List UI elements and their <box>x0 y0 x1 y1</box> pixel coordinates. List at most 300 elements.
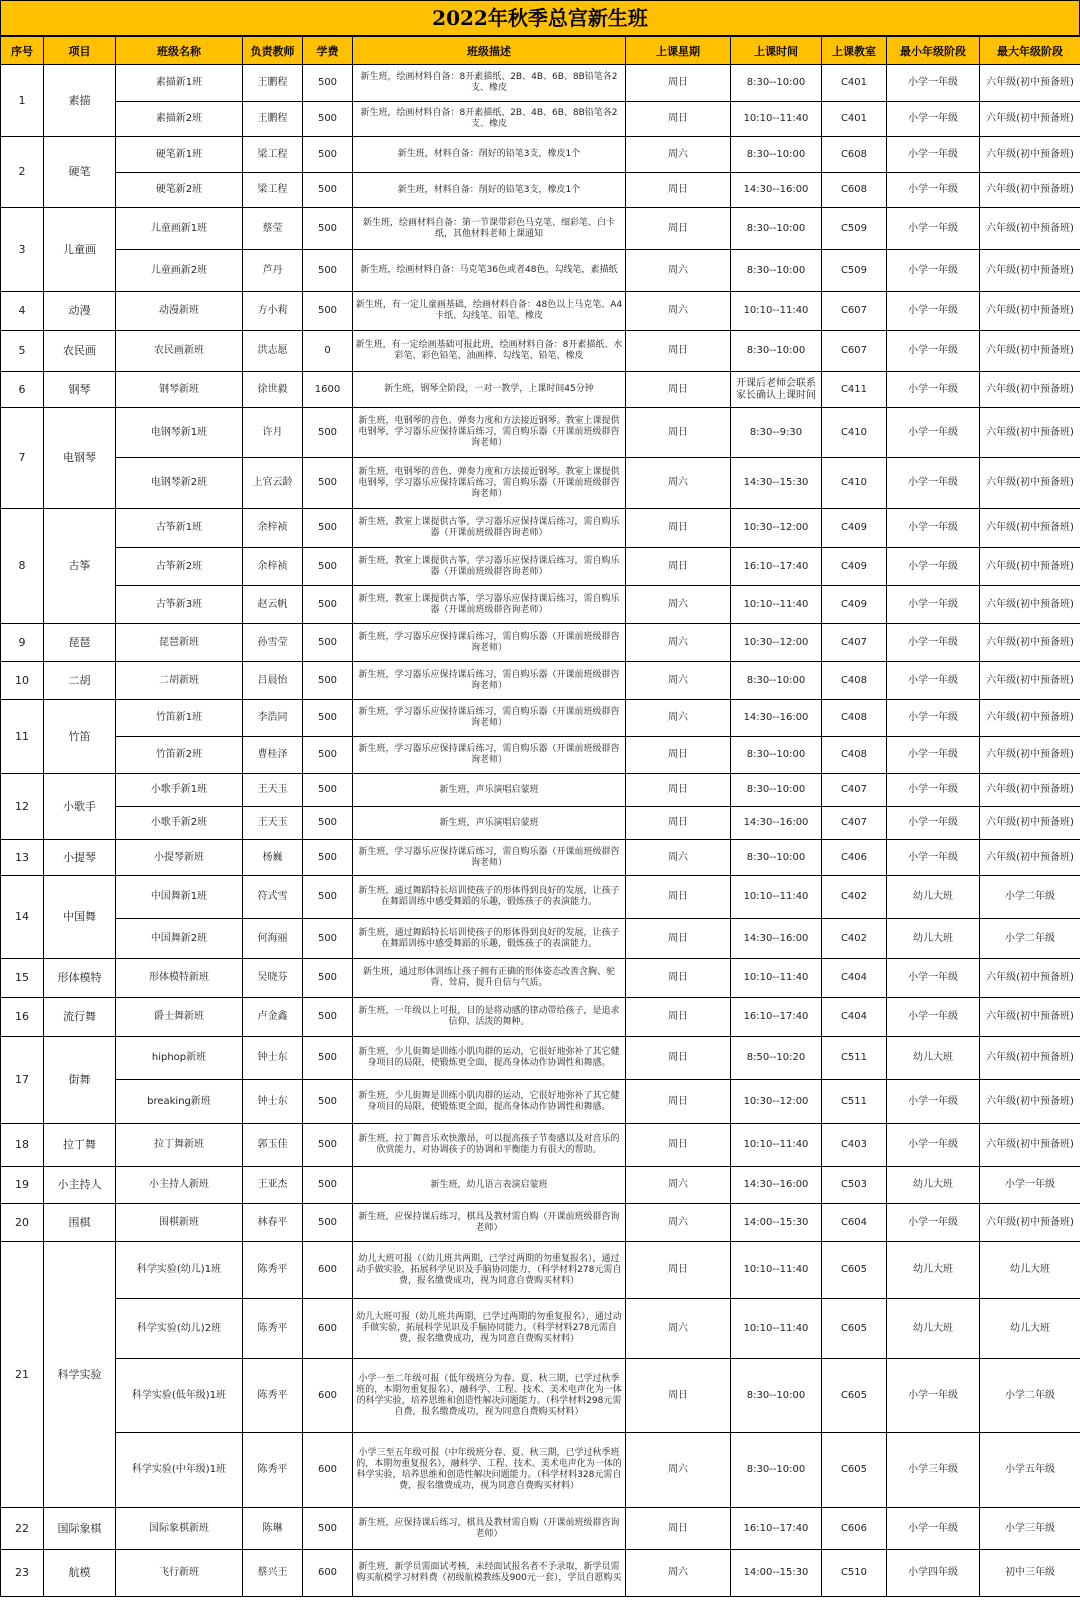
project-cell[interactable]: 小歌手 <box>44 774 116 840</box>
room-cell[interactable]: C402 <box>822 919 887 959</box>
class-name-cell[interactable]: 硬笔新2班 <box>116 173 243 208</box>
row-number-cell[interactable]: 22 <box>1 1508 44 1550</box>
time-cell[interactable]: 10:10--11:40 <box>731 1299 822 1359</box>
room-cell[interactable]: C608 <box>822 173 887 208</box>
max-grade-cell[interactable]: 六年级(初中预备班) <box>980 509 1080 548</box>
project-cell[interactable]: 流行舞 <box>44 998 116 1037</box>
max-grade-cell[interactable]: 幼儿大班 <box>980 1242 1080 1299</box>
col-header-no[interactable]: 序号 <box>1 37 44 65</box>
class-name-cell[interactable]: 电钢琴新1班 <box>116 408 243 458</box>
min-grade-cell[interactable]: 小学一年级 <box>887 1359 980 1433</box>
time-cell[interactable]: 14:00--15:30 <box>731 1550 822 1597</box>
teacher-cell[interactable]: 王鹏程 <box>243 65 303 102</box>
max-grade-cell[interactable]: 六年级(初中预备班) <box>980 548 1080 586</box>
teacher-cell[interactable]: 郭玉佳 <box>243 1124 303 1167</box>
teacher-cell[interactable]: 洪志愿 <box>243 331 303 372</box>
max-grade-cell[interactable]: 六年级(初中预备班) <box>980 137 1080 173</box>
teacher-cell[interactable]: 王亚杰 <box>243 1167 303 1204</box>
min-grade-cell[interactable]: 小学一年级 <box>887 65 980 102</box>
fee-cell[interactable]: 500 <box>303 1508 353 1550</box>
teacher-cell[interactable]: 孙雪莹 <box>243 624 303 662</box>
time-cell[interactable]: 8:30--10:00 <box>731 331 822 372</box>
row-number-cell[interactable]: 17 <box>1 1037 44 1124</box>
teacher-cell[interactable]: 蔡兴王 <box>243 1550 303 1597</box>
room-cell[interactable]: C409 <box>822 586 887 624</box>
class-name-cell[interactable]: 竹笛新1班 <box>116 700 243 737</box>
description-cell[interactable]: 新生班，学习器乐应保持课后练习，需自购乐器（开课前班级群咨询老师） <box>353 624 626 662</box>
fee-cell[interactable]: 500 <box>303 548 353 586</box>
teacher-cell[interactable]: 钟士东 <box>243 1080 303 1124</box>
weekday-cell[interactable]: 周日 <box>626 65 731 102</box>
row-number-cell[interactable]: 4 <box>1 292 44 331</box>
class-name-cell[interactable]: breaking新班 <box>116 1080 243 1124</box>
weekday-cell[interactable]: 周日 <box>626 1080 731 1124</box>
min-grade-cell[interactable]: 小学一年级 <box>887 548 980 586</box>
max-grade-cell[interactable]: 小学三年级 <box>980 1508 1080 1550</box>
class-name-cell[interactable]: 儿童画新1班 <box>116 208 243 250</box>
fee-cell[interactable]: 600 <box>303 1433 353 1508</box>
class-name-cell[interactable]: 小歌手新1班 <box>116 774 243 807</box>
project-cell[interactable]: 中国舞 <box>44 876 116 959</box>
room-cell[interactable]: C605 <box>822 1299 887 1359</box>
class-name-cell[interactable]: 古筝新3班 <box>116 586 243 624</box>
min-grade-cell[interactable]: 小学一年级 <box>887 102 980 137</box>
teacher-cell[interactable]: 陈秀平 <box>243 1433 303 1508</box>
fee-cell[interactable]: 500 <box>303 840 353 876</box>
weekday-cell[interactable]: 周六 <box>626 586 731 624</box>
description-cell[interactable]: 新生班，材料自备：削好的铅笔3支，橡皮1个 <box>353 137 626 173</box>
fee-cell[interactable]: 600 <box>303 1299 353 1359</box>
weekday-cell[interactable]: 周日 <box>626 372 731 408</box>
class-name-cell[interactable]: 二胡新班 <box>116 662 243 700</box>
class-name-cell[interactable]: 拉丁舞新班 <box>116 1124 243 1167</box>
fee-cell[interactable]: 500 <box>303 250 353 292</box>
description-cell[interactable]: 新生班，拉丁舞音乐欢快激昂，可以提高孩子节奏感以及对音乐的欣赏能力，对协调孩子的协调和平衡能力有很大的帮助。 <box>353 1124 626 1167</box>
min-grade-cell[interactable]: 幼儿大班 <box>887 1299 980 1359</box>
row-number-cell[interactable]: 5 <box>1 331 44 372</box>
class-name-cell[interactable]: 琵琶新班 <box>116 624 243 662</box>
max-grade-cell[interactable]: 六年级(初中预备班) <box>980 408 1080 458</box>
description-cell[interactable]: 新生班，有一定绘画基础可报此班，绘画材料自备：8开素描纸、水彩笔、彩色铅笔、油画棒、勾线笔、铅笔、橡皮 <box>353 331 626 372</box>
description-cell[interactable]: 新生班，钢琴全阶段，一对一教学，上课时间45分钟 <box>353 372 626 408</box>
project-cell[interactable]: 动漫 <box>44 292 116 331</box>
min-grade-cell[interactable]: 幼儿大班 <box>887 1167 980 1204</box>
row-number-cell[interactable]: 14 <box>1 876 44 959</box>
min-grade-cell[interactable]: 小学一年级 <box>887 137 980 173</box>
time-cell[interactable]: 8:30--10:00 <box>731 208 822 250</box>
col-header-description[interactable]: 班级描述 <box>353 37 626 65</box>
description-cell[interactable]: 新生班，电钢琴的音色、弹奏力度和方法接近钢琴。教室上课提供电钢琴，学习器乐应保持课后练习，需自购乐器（开课前班级群咨询老师） <box>353 408 626 458</box>
weekday-cell[interactable]: 周六 <box>626 662 731 700</box>
fee-cell[interactable]: 500 <box>303 1167 353 1204</box>
time-cell[interactable]: 14:30--15:30 <box>731 458 822 509</box>
fee-cell[interactable]: 500 <box>303 586 353 624</box>
weekday-cell[interactable]: 周日 <box>626 737 731 774</box>
class-name-cell[interactable]: 科学实验(中年级)1班 <box>116 1433 243 1508</box>
fee-cell[interactable]: 600 <box>303 1550 353 1597</box>
max-grade-cell[interactable]: 小学二年级 <box>980 919 1080 959</box>
row-number-cell[interactable]: 10 <box>1 662 44 700</box>
row-number-cell[interactable]: 7 <box>1 408 44 509</box>
min-grade-cell[interactable]: 小学一年级 <box>887 173 980 208</box>
min-grade-cell[interactable]: 小学一年级 <box>887 1080 980 1124</box>
weekday-cell[interactable]: 周日 <box>626 1508 731 1550</box>
fee-cell[interactable]: 500 <box>303 173 353 208</box>
weekday-cell[interactable]: 周六 <box>626 250 731 292</box>
fee-cell[interactable]: 500 <box>303 624 353 662</box>
min-grade-cell[interactable]: 小学一年级 <box>887 662 980 700</box>
min-grade-cell[interactable]: 小学一年级 <box>887 1508 980 1550</box>
fee-cell[interactable]: 500 <box>303 208 353 250</box>
min-grade-cell[interactable]: 小学一年级 <box>887 774 980 807</box>
max-grade-cell[interactable]: 六年级(初中预备班) <box>980 737 1080 774</box>
teacher-cell[interactable]: 王鹏程 <box>243 102 303 137</box>
time-cell[interactable]: 10:10--11:40 <box>731 959 822 998</box>
teacher-cell[interactable]: 王天玉 <box>243 774 303 807</box>
fee-cell[interactable]: 500 <box>303 919 353 959</box>
max-grade-cell[interactable]: 六年级(初中预备班) <box>980 774 1080 807</box>
room-cell[interactable]: C408 <box>822 662 887 700</box>
teacher-cell[interactable]: 王天玉 <box>243 807 303 840</box>
time-cell[interactable]: 10:10--11:40 <box>731 102 822 137</box>
teacher-cell[interactable]: 徐世毅 <box>243 372 303 408</box>
fee-cell[interactable]: 500 <box>303 65 353 102</box>
weekday-cell[interactable]: 周日 <box>626 959 731 998</box>
row-number-cell[interactable]: 15 <box>1 959 44 998</box>
min-grade-cell[interactable]: 小学一年级 <box>887 700 980 737</box>
fee-cell[interactable]: 500 <box>303 1124 353 1167</box>
max-grade-cell[interactable]: 六年级(初中预备班) <box>980 292 1080 331</box>
max-grade-cell[interactable]: 六年级(初中预备班) <box>980 586 1080 624</box>
fee-cell[interactable]: 600 <box>303 1242 353 1299</box>
room-cell[interactable]: C411 <box>822 372 887 408</box>
description-cell[interactable]: 新生班，学习器乐应保持课后练习，需自购乐器（开课前班级群咨询老师） <box>353 840 626 876</box>
class-name-cell[interactable]: 素描新1班 <box>116 65 243 102</box>
row-number-cell[interactable]: 6 <box>1 372 44 408</box>
class-name-cell[interactable]: 电钢琴新2班 <box>116 458 243 509</box>
time-cell[interactable]: 8:30--9:30 <box>731 408 822 458</box>
class-name-cell[interactable]: hiphop新班 <box>116 1037 243 1080</box>
project-cell[interactable]: 国际象棋 <box>44 1508 116 1550</box>
weekday-cell[interactable]: 周六 <box>626 1433 731 1508</box>
max-grade-cell[interactable]: 六年级(初中预备班) <box>980 959 1080 998</box>
description-cell[interactable]: 新生班，声乐演唱启蒙班 <box>353 774 626 807</box>
class-name-cell[interactable]: 古筝新1班 <box>116 509 243 548</box>
fee-cell[interactable]: 500 <box>303 509 353 548</box>
teacher-cell[interactable]: 赵云帆 <box>243 586 303 624</box>
description-cell[interactable]: 新生班，电钢琴的音色、弹奏力度和方法接近钢琴。教室上课提供电钢琴，学习器乐应保持课后练习，需自购乐器（开课前班级群咨询老师） <box>353 458 626 509</box>
time-cell[interactable]: 14:30--16:00 <box>731 173 822 208</box>
max-grade-cell[interactable]: 小学五年级 <box>980 1433 1080 1508</box>
min-grade-cell[interactable]: 小学一年级 <box>887 372 980 408</box>
max-grade-cell[interactable]: 小学二年级 <box>980 1359 1080 1433</box>
class-name-cell[interactable]: 硬笔新1班 <box>116 137 243 173</box>
room-cell[interactable]: C607 <box>822 331 887 372</box>
room-cell[interactable]: C409 <box>822 548 887 586</box>
class-name-cell[interactable]: 爵士舞新班 <box>116 998 243 1037</box>
project-cell[interactable]: 围棋 <box>44 1204 116 1242</box>
teacher-cell[interactable]: 李浩同 <box>243 700 303 737</box>
teacher-cell[interactable]: 芦丹 <box>243 250 303 292</box>
class-name-cell[interactable]: 小提琴新班 <box>116 840 243 876</box>
class-name-cell[interactable]: 科学实验(幼儿)2班 <box>116 1299 243 1359</box>
description-cell[interactable]: 新生班，一年级以上可报，目的是将动感的律动带给孩子，是追求信仰、活泼的舞种。 <box>353 998 626 1037</box>
description-cell[interactable]: 幼儿大班可报（（幼儿班共两期，已学过两期的勿重复报名），通过动手做实验，拓展科学见识及手脑协同能力，（科学材料278元需自费，报名缴费成功，视为同意自费购买材料） <box>353 1242 626 1299</box>
project-cell[interactable]: 电钢琴 <box>44 408 116 509</box>
weekday-cell[interactable]: 周日 <box>626 509 731 548</box>
description-cell[interactable]: 新生班，有一定儿童画基础，绘画材料自备：48色以上马克笔、A4卡纸、勾线笔、铅笔、橡皮 <box>353 292 626 331</box>
max-grade-cell[interactable]: 六年级(初中预备班) <box>980 662 1080 700</box>
description-cell[interactable]: 新生班，教室上课提供古筝，学习器乐应保持课后练习，需自购乐器（开课前班级群咨询老师） <box>353 509 626 548</box>
weekday-cell[interactable]: 周日 <box>626 1124 731 1167</box>
description-cell[interactable]: 新生班，声乐演唱启蒙班 <box>353 807 626 840</box>
project-cell[interactable]: 二胡 <box>44 662 116 700</box>
row-number-cell[interactable]: 18 <box>1 1124 44 1167</box>
max-grade-cell[interactable]: 六年级(初中预备班) <box>980 458 1080 509</box>
project-cell[interactable]: 小提琴 <box>44 840 116 876</box>
weekday-cell[interactable]: 周日 <box>626 208 731 250</box>
fee-cell[interactable]: 500 <box>303 662 353 700</box>
description-cell[interactable]: 新生班，学习器乐应保持课后练习，需自购乐器（开课前班级群咨询老师） <box>353 737 626 774</box>
min-grade-cell[interactable]: 小学一年级 <box>887 208 980 250</box>
col-header-room[interactable]: 上课教室 <box>822 37 887 65</box>
time-cell[interactable]: 10:30--12:00 <box>731 509 822 548</box>
time-cell[interactable]: 10:10--11:40 <box>731 1124 822 1167</box>
room-cell[interactable]: C511 <box>822 1037 887 1080</box>
time-cell[interactable]: 10:10--11:40 <box>731 876 822 919</box>
project-cell[interactable]: 街舞 <box>44 1037 116 1124</box>
fee-cell[interactable]: 500 <box>303 408 353 458</box>
min-grade-cell[interactable]: 小学一年级 <box>887 998 980 1037</box>
teacher-cell[interactable]: 曹桂泽 <box>243 737 303 774</box>
weekday-cell[interactable]: 周日 <box>626 876 731 919</box>
description-cell[interactable]: 新生班，应保持课后练习，棋具及教材需自购（开课前班级群咨询老师） <box>353 1508 626 1550</box>
fee-cell[interactable]: 500 <box>303 959 353 998</box>
min-grade-cell[interactable]: 小学一年级 <box>887 458 980 509</box>
teacher-cell[interactable]: 上官云龄 <box>243 458 303 509</box>
max-grade-cell[interactable]: 六年级(初中预备班) <box>980 1204 1080 1242</box>
teacher-cell[interactable]: 方小莉 <box>243 292 303 331</box>
time-cell[interactable]: 10:10--11:40 <box>731 1242 822 1299</box>
teacher-cell[interactable]: 余梓祯 <box>243 548 303 586</box>
class-name-cell[interactable]: 古筝新2班 <box>116 548 243 586</box>
row-number-cell[interactable]: 8 <box>1 509 44 624</box>
col-header-min-grade[interactable]: 最小年级阶段 <box>887 37 980 65</box>
time-cell[interactable]: 14:00--15:30 <box>731 1204 822 1242</box>
time-cell[interactable]: 14:30--16:00 <box>731 1167 822 1204</box>
weekday-cell[interactable]: 周日 <box>626 408 731 458</box>
min-grade-cell[interactable]: 小学一年级 <box>887 1204 980 1242</box>
time-cell[interactable]: 16:10--17:40 <box>731 1508 822 1550</box>
fee-cell[interactable]: 500 <box>303 102 353 137</box>
room-cell[interactable]: C408 <box>822 737 887 774</box>
room-cell[interactable]: C410 <box>822 408 887 458</box>
room-cell[interactable]: C407 <box>822 807 887 840</box>
weekday-cell[interactable]: 周日 <box>626 102 731 137</box>
row-number-cell[interactable]: 16 <box>1 998 44 1037</box>
description-cell[interactable]: 新生班，教室上课提供古筝，学习器乐应保持课后练习，需自购乐器（开课前班级群咨询老师） <box>353 548 626 586</box>
fee-cell[interactable]: 500 <box>303 876 353 919</box>
time-cell[interactable]: 8:30--10:00 <box>731 65 822 102</box>
time-cell[interactable]: 8:30--10:00 <box>731 137 822 173</box>
project-cell[interactable]: 竹笛 <box>44 700 116 774</box>
class-name-cell[interactable]: 农民画新班 <box>116 331 243 372</box>
description-cell[interactable]: 小学三至五年级可报（中年级班分春、夏、秋三期，已学过秋季班的，本期勿重复报名），融科学、工程、技术、美术电声化为一体的科学实验，培养思维和创造性解决问题能力。（科学材料328元需自费，报名缴费成功，视为同意自费购买材料） <box>353 1433 626 1508</box>
class-name-cell[interactable]: 小歌手新2班 <box>116 807 243 840</box>
room-cell[interactable]: C606 <box>822 1508 887 1550</box>
weekday-cell[interactable]: 周六 <box>626 840 731 876</box>
description-cell[interactable]: 新生班，幼儿语言表演启蒙班 <box>353 1167 626 1204</box>
teacher-cell[interactable]: 符式雪 <box>243 876 303 919</box>
weekday-cell[interactable]: 周六 <box>626 1204 731 1242</box>
fee-cell[interactable]: 500 <box>303 774 353 807</box>
room-cell[interactable]: C409 <box>822 509 887 548</box>
max-grade-cell[interactable]: 六年级(初中预备班) <box>980 1080 1080 1124</box>
weekday-cell[interactable]: 周六 <box>626 700 731 737</box>
project-cell[interactable]: 钢琴 <box>44 372 116 408</box>
room-cell[interactable]: C605 <box>822 1242 887 1299</box>
max-grade-cell[interactable]: 六年级(初中预备班) <box>980 372 1080 408</box>
project-cell[interactable]: 农民画 <box>44 331 116 372</box>
class-name-cell[interactable]: 竹笛新2班 <box>116 737 243 774</box>
description-cell[interactable]: 新生班，绘画材料自备：马克笔36色或者48色，勾线笔，素描纸 <box>353 250 626 292</box>
class-name-cell[interactable]: 钢琴新班 <box>116 372 243 408</box>
weekday-cell[interactable]: 周六 <box>626 137 731 173</box>
time-cell[interactable]: 8:30--10:00 <box>731 774 822 807</box>
room-cell[interactable]: C509 <box>822 250 887 292</box>
col-header-fee[interactable]: 学费 <box>303 37 353 65</box>
time-cell[interactable]: 10:30--12:00 <box>731 624 822 662</box>
teacher-cell[interactable]: 梁工程 <box>243 137 303 173</box>
max-grade-cell[interactable]: 六年级(初中预备班) <box>980 65 1080 102</box>
time-cell[interactable]: 16:10--17:40 <box>731 548 822 586</box>
max-grade-cell[interactable]: 六年级(初中预备班) <box>980 624 1080 662</box>
time-cell[interactable]: 16:10--17:40 <box>731 998 822 1037</box>
fee-cell[interactable]: 500 <box>303 737 353 774</box>
min-grade-cell[interactable]: 小学一年级 <box>887 737 980 774</box>
teacher-cell[interactable]: 许月 <box>243 408 303 458</box>
weekday-cell[interactable]: 周日 <box>626 331 731 372</box>
room-cell[interactable]: C404 <box>822 998 887 1037</box>
teacher-cell[interactable]: 吴晓芬 <box>243 959 303 998</box>
room-cell[interactable]: C406 <box>822 840 887 876</box>
weekday-cell[interactable]: 周六 <box>626 624 731 662</box>
class-name-cell[interactable]: 围棋新班 <box>116 1204 243 1242</box>
row-number-cell[interactable]: 11 <box>1 700 44 774</box>
col-header-time[interactable]: 上课时间 <box>731 37 822 65</box>
weekday-cell[interactable]: 周六 <box>626 458 731 509</box>
min-grade-cell[interactable]: 小学一年级 <box>887 959 980 998</box>
time-cell[interactable]: 14:30--16:00 <box>731 919 822 959</box>
teacher-cell[interactable]: 陈秀平 <box>243 1299 303 1359</box>
fee-cell[interactable]: 500 <box>303 1037 353 1080</box>
min-grade-cell[interactable]: 幼儿大班 <box>887 919 980 959</box>
fee-cell[interactable]: 500 <box>303 1204 353 1242</box>
class-name-cell[interactable]: 形体模特新班 <box>116 959 243 998</box>
time-cell[interactable]: 8:30--10:00 <box>731 1433 822 1508</box>
time-cell[interactable]: 8:30--10:00 <box>731 250 822 292</box>
description-cell[interactable]: 新生班，通过形体训练让孩子拥有正确的形体姿态改善含胸、驼背、耸肩，提升自信与气质。 <box>353 959 626 998</box>
weekday-cell[interactable]: 周日 <box>626 807 731 840</box>
teacher-cell[interactable]: 杨巍 <box>243 840 303 876</box>
room-cell[interactable]: C410 <box>822 458 887 509</box>
description-cell[interactable]: 新生班，绘画材料自备：第一节课带彩色马克笔、细彩笔、白卡纸，其他材料老师上课通知 <box>353 208 626 250</box>
min-grade-cell[interactable]: 小学四年级 <box>887 1550 980 1597</box>
room-cell[interactable]: C608 <box>822 137 887 173</box>
min-grade-cell[interactable]: 小学一年级 <box>887 1124 980 1167</box>
teacher-cell[interactable]: 余梓祯 <box>243 509 303 548</box>
row-number-cell[interactable]: 9 <box>1 624 44 662</box>
row-number-cell[interactable]: 21 <box>1 1242 44 1508</box>
teacher-cell[interactable]: 陈秀平 <box>243 1359 303 1433</box>
max-grade-cell[interactable]: 六年级(初中预备班) <box>980 1037 1080 1080</box>
min-grade-cell[interactable]: 幼儿大班 <box>887 876 980 919</box>
room-cell[interactable]: C605 <box>822 1359 887 1433</box>
col-header-class-name[interactable]: 班级名称 <box>116 37 243 65</box>
max-grade-cell[interactable]: 小学一年级 <box>980 1167 1080 1204</box>
teacher-cell[interactable]: 何海丽 <box>243 919 303 959</box>
row-number-cell[interactable]: 23 <box>1 1550 44 1597</box>
teacher-cell[interactable]: 卢金鑫 <box>243 998 303 1037</box>
description-cell[interactable]: 新生班，绘画材料自备：8开素描纸、2B、4B、6B、8B铅笔各2支、橡皮 <box>353 65 626 102</box>
max-grade-cell[interactable]: 六年级(初中预备班) <box>980 998 1080 1037</box>
description-cell[interactable]: 小学一至二年级可报（低年级班分为春、夏、秋三期，已学过秋季班的，本期勿重复报名），融科学、工程、技术、美术电声化为一体的科学实验，培养思维和创造性解决问题能力。（科学材料298元需自费，报名缴费成功，视为同意自费购买材料） <box>353 1359 626 1433</box>
description-cell[interactable]: 新生班，新学员需面试考核，未经面试报名者不予录取，新学员需购买航模学习材料费（初级航模教练及900元一套），学员自愿购买 <box>353 1550 626 1597</box>
room-cell[interactable]: C401 <box>822 102 887 137</box>
teacher-cell[interactable]: 蔡莹 <box>243 208 303 250</box>
max-grade-cell[interactable]: 小学二年级 <box>980 876 1080 919</box>
class-name-cell[interactable]: 飞行新班 <box>116 1550 243 1597</box>
fee-cell[interactable]: 500 <box>303 292 353 331</box>
class-name-cell[interactable]: 素描新2班 <box>116 102 243 137</box>
weekday-cell[interactable]: 周日 <box>626 1037 731 1080</box>
col-header-weekday[interactable]: 上课星期 <box>626 37 731 65</box>
project-cell[interactable]: 古筝 <box>44 509 116 624</box>
max-grade-cell[interactable]: 初中三年级 <box>980 1550 1080 1597</box>
time-cell[interactable]: 14:30--16:00 <box>731 700 822 737</box>
min-grade-cell[interactable]: 小学一年级 <box>887 807 980 840</box>
weekday-cell[interactable]: 周六 <box>626 1550 731 1597</box>
min-grade-cell[interactable]: 小学一年级 <box>887 586 980 624</box>
col-header-project[interactable]: 项目 <box>44 37 116 65</box>
room-cell[interactable]: C503 <box>822 1167 887 1204</box>
room-cell[interactable]: C604 <box>822 1204 887 1242</box>
max-grade-cell[interactable]: 六年级(初中预备班) <box>980 173 1080 208</box>
fee-cell[interactable]: 500 <box>303 458 353 509</box>
project-cell[interactable]: 素描 <box>44 65 116 137</box>
project-cell[interactable]: 拉丁舞 <box>44 1124 116 1167</box>
min-grade-cell[interactable]: 小学一年级 <box>887 840 980 876</box>
min-grade-cell[interactable]: 小学一年级 <box>887 292 980 331</box>
description-cell[interactable]: 新生班，少儿街舞是训练小肌肉群的运动，它很好地弥补了其它健身项目的局限，使锻炼更全面，提高身体动作协调性和舞感。 <box>353 1080 626 1124</box>
row-number-cell[interactable]: 13 <box>1 840 44 876</box>
fee-cell[interactable]: 600 <box>303 1359 353 1433</box>
room-cell[interactable]: C402 <box>822 876 887 919</box>
description-cell[interactable]: 新生班，少儿街舞是训练小肌肉群的运动，它很好地弥补了其它健身项目的局限，使锻炼更全面，提高身体动作协调性和舞感。 <box>353 1037 626 1080</box>
description-cell[interactable]: 新生班，通过舞蹈特长培训使孩子的形体得到良好的发展，让孩子在舞蹈训练中感受舞蹈的乐趣，锻炼孩子的表演能力。 <box>353 876 626 919</box>
min-grade-cell[interactable]: 小学一年级 <box>887 624 980 662</box>
row-number-cell[interactable]: 1 <box>1 65 44 137</box>
description-cell[interactable]: 新生班，应保持课后练习，棋具及教材需自购（开课前班级群咨询老师） <box>353 1204 626 1242</box>
time-cell[interactable]: 开课后老师会联系家长确认上课时间 <box>731 372 822 408</box>
teacher-cell[interactable]: 林春平 <box>243 1204 303 1242</box>
row-number-cell[interactable]: 2 <box>1 137 44 208</box>
max-grade-cell[interactable]: 六年级(初中预备班) <box>980 208 1080 250</box>
weekday-cell[interactable]: 周日 <box>626 548 731 586</box>
class-name-cell[interactable]: 科学实验(幼儿)1班 <box>116 1242 243 1299</box>
room-cell[interactable]: C407 <box>822 774 887 807</box>
teacher-cell[interactable]: 陈琳 <box>243 1508 303 1550</box>
